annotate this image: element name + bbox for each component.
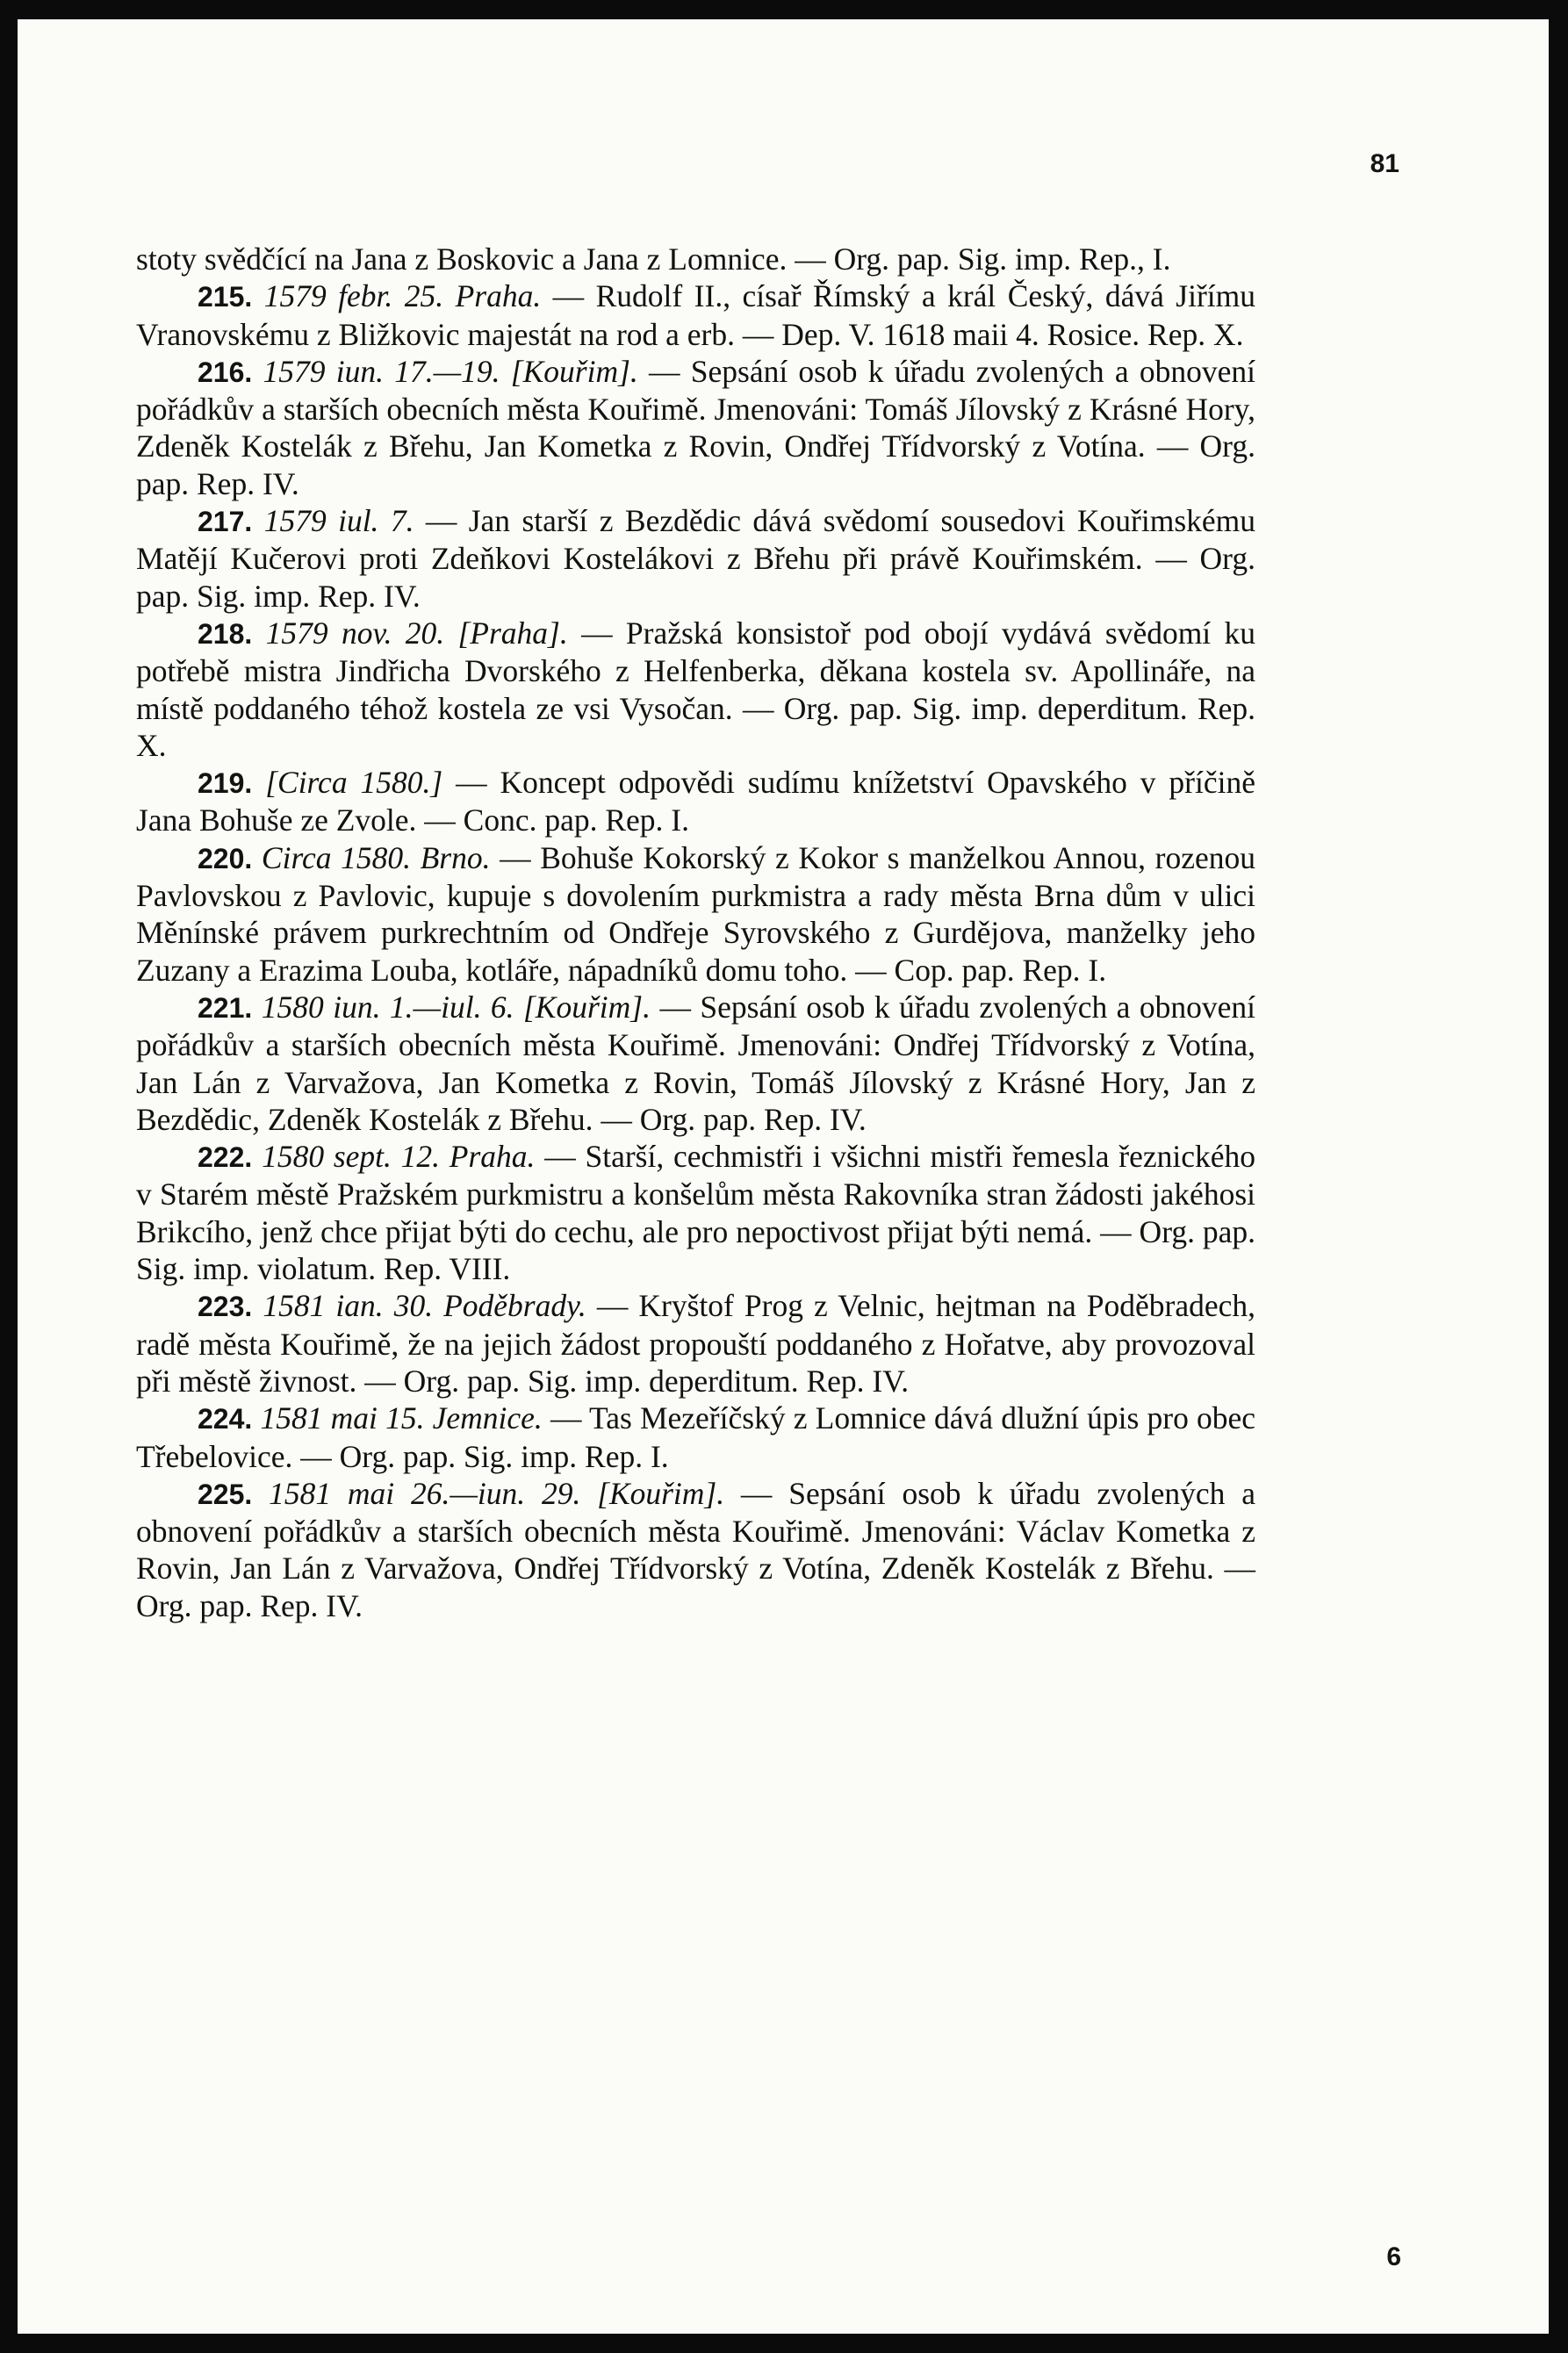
entry-number: 216.	[198, 356, 253, 388]
entry-text: — Pražská konsistoř pod obojí vydává svědomí ku potřebě mistra Jindřicha Dvorského z Helfenberka, děkana kostela sv. Apollináře, na místě poddaného téhož kostela ze vsi Vysočan. — Org. pap. Sig. imp. deperditum. Rep. X.	[136, 615, 1256, 763]
signature-mark: 6	[1386, 2242, 1401, 2271]
entry-number: 223.	[198, 1291, 253, 1323]
entry-217	[136, 502, 1255, 615]
page-number: 81	[1370, 149, 1399, 178]
entry-215	[136, 277, 1255, 353]
entry-223	[136, 1287, 1255, 1400]
entry-number: 221.	[198, 991, 253, 1024]
entry-number: 224.	[198, 1403, 253, 1436]
entry-text: — Koncept odpovědi sudímu knížetství Opavského v příčině Jana Bohuše ze Zvole. — Conc. pap. Rep. I.	[136, 765, 1255, 838]
document-body	[136, 241, 1255, 1624]
entry-number: 222.	[198, 1141, 253, 1174]
entry-text: — Sepsání osob k úřadu zvolených a obnovení pořádkův a starších obecních města Kouřimě. Jmenováni: Václav Kometka z Rovin, Jan Lán z Varvažova, Ondřej Třídvorský z Votína, Zdeněk Kostelák z Břehu. — Org. pap. Rep. IV.	[136, 1475, 1255, 1623]
entry-date: 1580 sept. 12. Praha.	[262, 1139, 536, 1175]
entry-text: — Sepsání osob k úřadu zvolených a obnovení pořádkův a starších obecních města Kouřimě. Jmenováni: Ondřej Třídvorský z Votína, Jan Lán z Varvažova, Jan Kometka z Rovin, Tomáš Jílovský z Krásné Hory, Jan z Bezdědic, Zdeněk Kostelák z Břehu. — Org. pap. Rep. IV.	[136, 989, 1256, 1137]
entry-221	[136, 989, 1255, 1138]
entry-text: — Starší, cechmistři i všichni mistři řemesla řeznického v Starém městě Pražském purkmistru a konšelům města Rakovníka stran žádosti jakéhosi Brikcího, jenž chce přijat býti do cechu, ale pro nepoctivost přijat býti nemá. — Org. pap. Sig. imp. violatum. Rep. VIII.	[136, 1139, 1256, 1287]
entry-date: 1581 mai 26.—iun. 29. [Kouřim].	[269, 1475, 725, 1511]
entry-date: Circa 1580. Brno.	[261, 839, 491, 875]
entry-225	[136, 1475, 1255, 1624]
entry-date: 1581 ian. 30. Poděbrady.	[263, 1288, 586, 1324]
entry-date: 1579 iul. 7.	[263, 503, 414, 539]
entry-date: 1581 mai 15. Jemnice.	[260, 1400, 543, 1436]
entry-number: 219.	[198, 767, 253, 800]
entry-218	[136, 615, 1255, 764]
entry-date: [Circa 1580.]	[265, 765, 443, 801]
entry-text: — Kryštof Prog z Velnic, hejtman na Poděbradech, radě města Kouřimě, že na jejich žádost propouští poddaného z Hořatve, aby provozoval při městě živnost. — Org. pap. Sig. imp. deperditum. Rep. IV.	[136, 1288, 1256, 1399]
entry-220	[136, 839, 1255, 989]
continuation-paragraph: stoty svědčící na Jana z Boskovic a Jana z Lomnice. — Org. pap. Sig. imp. Rep., I.	[136, 241, 1171, 277]
entry-text: — Rudolf II., císař Římský a král Český, dává Jiřímu Vranovskému z Bližkovic majestát na rod a erb. — Dep. V. 1618 maii 4. Rosice. Rep. X.	[136, 278, 1256, 352]
entry-number: 220.	[198, 842, 253, 874]
entry-text: — Jan starší z Bezdědic dává svědomí sousedovi Kouřimskému Matějí Kučerovi proti Zdeňkovi Kostelákovi z Břehu při právě Kouřimském. — Org. pap. Sig. imp. Rep. IV.	[136, 503, 1256, 614]
entry-number: 218.	[198, 617, 253, 650]
entry-date: 1579 nov. 20. [Praha].	[265, 615, 568, 651]
entry-224	[136, 1400, 1255, 1475]
entry-text: — Tas Mezeříčský z Lomnice dává dlužní úpis pro obec Třebelovice. — Org. pap. Sig. imp. Rep. I.	[136, 1400, 1256, 1474]
entry-text: — Bohuše Kokorský z Kokor s manželkou Annou, rozenou Pavlovskou z Pavlovic, kupuje s dovolením purkmistra a rady města Brna dům v ulici Měnínské právem purkrechtním od Ondřeje Syrovského z Gurdějova, manželky jeho Zuzany a Erazima Louba, kotláře, nápadníků domu toho. — Cop. pap. Rep. I.	[136, 839, 1255, 988]
entry-text: — Sepsání osob k úřadu zvolených a obnovení pořádkův a starších obecních města Kouřimě. Jmenováni: Tomáš Jílovský z Krásné Hory, Zdeněk Kostelák z Břehu, Jan Kometka z Rovin, Ondřej Třídvorský z Votína. — Org. pap. Rep. IV.	[136, 353, 1255, 501]
entry-date: 1580 iun. 1.—iul. 6. [Kouřim].	[261, 989, 651, 1025]
entry-number: 217.	[198, 506, 253, 538]
entry-216	[136, 353, 1255, 502]
entry-222	[136, 1138, 1255, 1287]
document-page	[18, 19, 1549, 2334]
entry-number: 225.	[198, 1478, 253, 1510]
entry-date: 1579 iun. 17.—19. [Kouřim].	[263, 353, 638, 389]
entry-date: 1579 febr. 25. Praha.	[263, 278, 542, 314]
entry-219	[136, 764, 1255, 839]
entry-number: 215.	[198, 281, 253, 313]
